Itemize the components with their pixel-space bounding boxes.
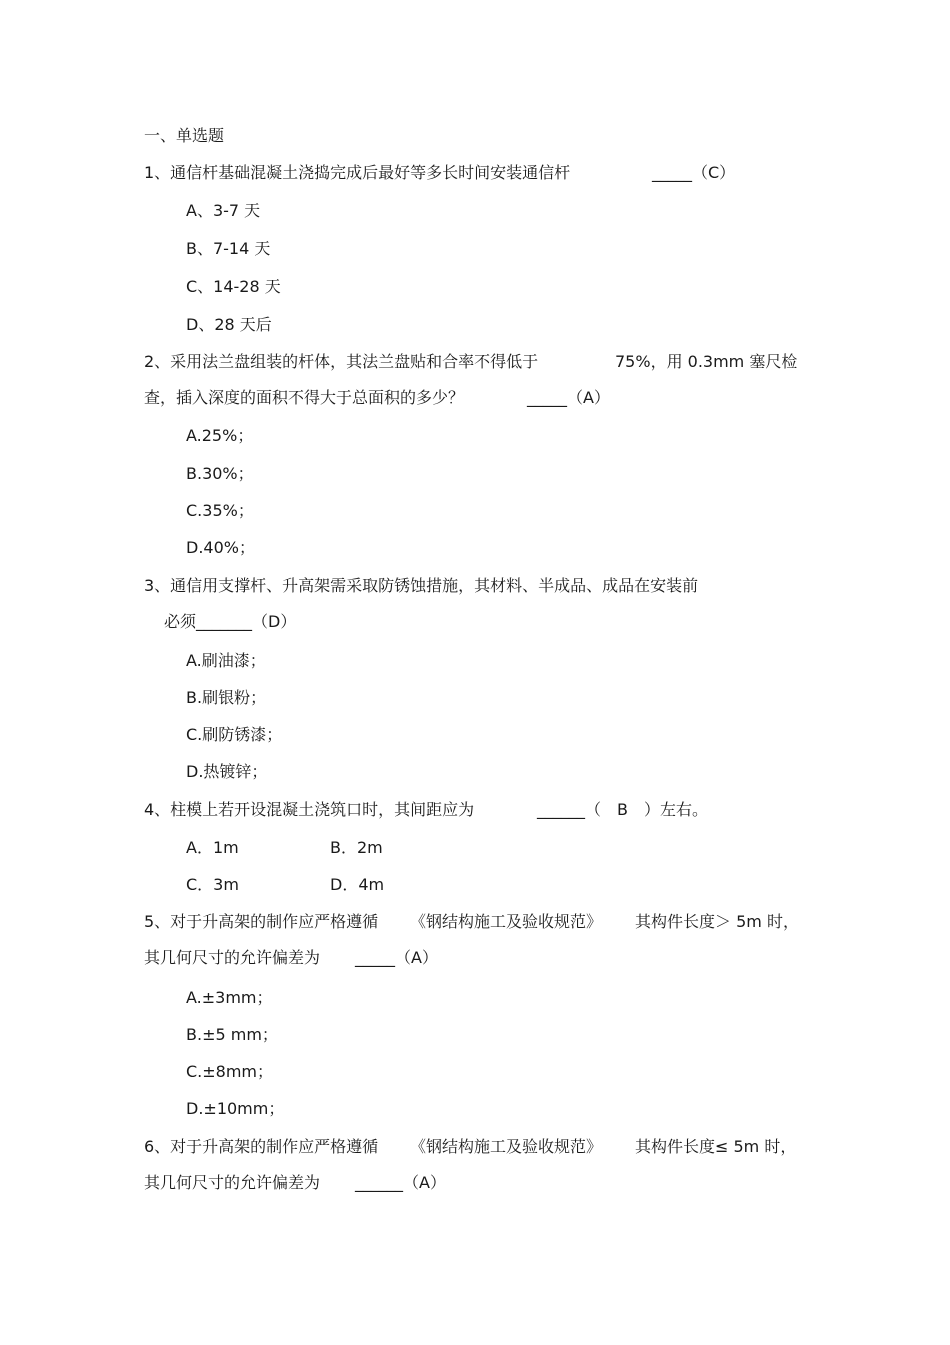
question-1-option-c: C、14-28 天 <box>186 277 281 296</box>
question-3-option-d: D.热镀锌； <box>186 762 268 781</box>
question-6-text-line2: 其几何尺寸的允许偏差为 <box>144 1173 321 1192</box>
question-1-text: 1、通信杆基础混凝土浇捣完成后最好等多长时间安装通信杆 <box>144 163 571 182</box>
question-5-option-b: B.±5 mm； <box>186 1025 278 1044</box>
question-4-answer: ______（ B ）左右。 <box>537 800 708 819</box>
question-2-text: 2、采用法兰盘组装的杆体，其法兰盘贴和合率不得低于 <box>144 352 539 371</box>
question-2-answer: _____（A） <box>527 388 610 407</box>
question-3-option-a: A.刷油漆； <box>186 651 266 670</box>
question-6-text: 6、对于升高架的制作应严格遵循 <box>144 1137 379 1156</box>
question-3-text: 3、通信用支撑杆、升高架需采取防锈蚀措施，其材料、半成品、成品在安装前 <box>144 576 699 595</box>
question-4-text: 4、柱模上若开设混凝土浇筑口时，其间距应为 <box>144 800 475 819</box>
question-5-condition: 其构件长度＞ 5m 时， <box>635 912 799 931</box>
question-2-option-d: D.40%； <box>186 538 255 557</box>
question-4-option-c: C．3m <box>186 875 239 894</box>
question-2-option-a: A.25%； <box>186 426 254 445</box>
question-2-text-cont: 75%，用 0.3mm 塞尺检 <box>615 352 798 371</box>
question-6-condition: 其构件长度≤ 5m 时， <box>635 1137 797 1156</box>
question-6-answer: ______（A） <box>355 1173 446 1192</box>
section-title: 一、单选题 <box>144 126 225 145</box>
question-2-option-b: B.30%； <box>186 464 254 483</box>
question-5-standard: 《钢结构施工及验收规范》 <box>410 912 603 931</box>
question-3-option-c: C.刷防锈漆； <box>186 725 283 744</box>
question-5-answer: _____（A） <box>355 948 438 967</box>
question-4-option-a: A．1m <box>186 838 239 857</box>
question-4-option-d: D．4m <box>330 875 385 894</box>
question-4-option-b: B．2m <box>330 838 383 857</box>
question-1-option-d: D、28 天后 <box>186 315 272 334</box>
question-5-option-c: C.±8mm； <box>186 1062 274 1081</box>
question-2-text-line2: 查，插入深度的面积不得大于总面积的多少？ <box>144 388 465 407</box>
question-6-standard: 《钢结构施工及验收规范》 <box>410 1137 603 1156</box>
question-1-answer: _____（C） <box>652 163 736 182</box>
question-3-option-b: B.刷银粉； <box>186 688 267 707</box>
question-3-answer: 必须_______（D） <box>164 612 297 631</box>
question-5-text: 5、对于升高架的制作应严格遵循 <box>144 912 379 931</box>
question-5-option-d: D.±10mm； <box>186 1099 285 1118</box>
question-1-option-b: B、7-14 天 <box>186 239 271 258</box>
question-1-option-a: A、3-7 天 <box>186 201 261 220</box>
question-5-option-a: A.±3mm； <box>186 988 273 1007</box>
question-5-text-line2: 其几何尺寸的允许偏差为 <box>144 948 321 967</box>
question-2-option-c: C.35%； <box>186 501 254 520</box>
